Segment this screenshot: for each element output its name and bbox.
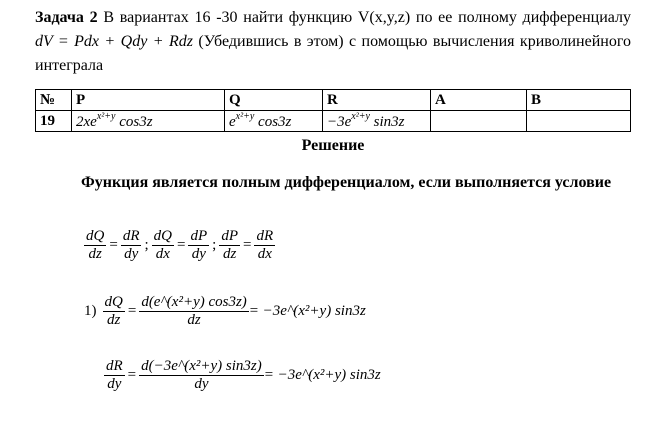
col-header-b: B	[527, 90, 631, 111]
col-header-p: P	[72, 90, 225, 111]
condition-text: Функция является полным дифференциалом, если выполняется условие	[81, 174, 612, 191]
solution-heading: Решение	[301, 137, 365, 154]
frac-dq-dz: $\frac{dQ}{dz}$	[86, 228, 105, 262]
step2-mid: $\frac{\text{d(−3e\textasciicircum{}(x²+y) sin3z)}}{dy}$	[141, 358, 262, 392]
cell-p	[72, 111, 225, 132]
task-formula: dV = Pdx + Qdy + Rdz	[35, 33, 193, 50]
cell-a	[431, 111, 527, 132]
frac-dr-dy: $\frac{dR}{dy}$	[122, 228, 140, 262]
cell-q-main: e	[229, 114, 236, 130]
condition-equation: $\frac{dQ}{dz}$ = $\frac{dR}{dy}$ ; $\frac{dQ}{dx}$ = $\frac{dP}{dy}$ ; $\frac{dP}{dz}$ = $\frac{dR}{dx}$	[86, 228, 274, 262]
task-text: В вариантах 16 -30 найти функцию V(x,y,z) по ее полному дифференциалу	[103, 9, 632, 26]
step2-lhs: $\frac{dR}{dy}$	[106, 358, 123, 392]
table-header-row	[36, 90, 631, 111]
step1-mid: $\frac{\text{d(e\textasciicircum{}(x²+y) cos3z)}}{dz}$	[141, 294, 247, 328]
step1-result: = −3e^(x²+y) sin3z	[248, 303, 366, 319]
col-header-r: R	[323, 90, 431, 111]
frac-dr-dx: $\frac{dR}{dx}$	[256, 228, 274, 262]
cell-p-main: 2xe	[76, 114, 97, 130]
col-header-a: A	[431, 90, 527, 111]
col-header-num: №	[36, 90, 72, 111]
cell-q	[225, 111, 323, 132]
frac-dp-dy: $\frac{dP}{dy}$	[190, 228, 208, 262]
task-tail: (Убедившись в этом) с помощью вычисления криволинейного интеграла	[35, 33, 632, 74]
step2-result: = −3e^(x²+y) sin3z	[263, 367, 381, 383]
cell-p-tail: cos3z	[115, 114, 153, 130]
variant-table	[35, 89, 631, 132]
cell-b	[527, 111, 631, 132]
table-row	[36, 111, 631, 132]
step2-equation: $\frac{dR}{dy}$ = $\frac{\text{d(−3e\textasciicircum{}(x²+y) sin3z)}}{dy}$ = −3e^(x²+y) sin3z	[106, 358, 381, 392]
cell-p-exp: x²+y	[96, 111, 116, 122]
step1-equation: 1) $\frac{dQ}{dz}$ = $\frac{\text{d(e\textasciicircum{}(x²+y) cos3z)}}{dz}$ = −3e^(x²+y) sin3z	[84, 294, 366, 328]
frac-dq-dx: $\frac{dQ}{dx}$	[153, 228, 172, 262]
frac-dp-dz: $\frac{dP}{dz}$	[221, 228, 238, 262]
cell-r-main: −3e	[327, 114, 352, 130]
cell-r-tail: sin3z	[369, 114, 405, 130]
cell-q-tail: cos3z	[254, 114, 292, 130]
cell-r	[323, 111, 431, 132]
col-header-q: Q	[225, 90, 323, 111]
task-statement	[35, 6, 631, 78]
cell-r-exp: x²+y	[351, 111, 370, 122]
cell-q-exp: x²+y	[235, 111, 255, 122]
step1-lhs: $\frac{dQ}{dz}$	[104, 294, 123, 328]
step1-label: 1)	[84, 303, 97, 319]
task-label: Задача 2	[35, 9, 98, 26]
cell-num: 19	[36, 111, 72, 132]
